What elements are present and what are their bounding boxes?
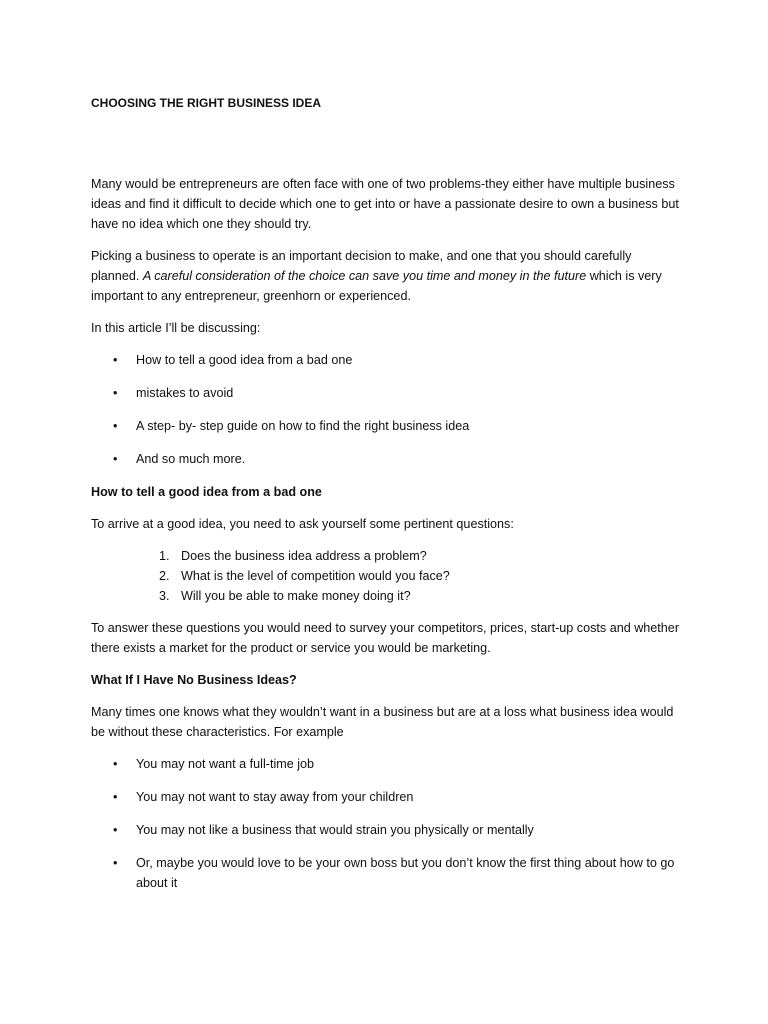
list-item	[91, 820, 681, 840]
examples-list	[91, 754, 681, 893]
document-body	[91, 95, 681, 906]
list-item-text: And so much more.	[136, 452, 246, 466]
list-item	[91, 383, 681, 403]
section-heading-no-ideas: What If I Have No Business Ideas?	[91, 673, 297, 687]
numbered-item	[91, 566, 681, 586]
numbered-item-text: Will you be able to make money doing it?	[181, 589, 411, 603]
list-item	[91, 787, 681, 807]
numbered-item	[91, 546, 681, 566]
bullet-icon: •	[113, 452, 118, 466]
decision-paragraph-italic: A careful consideration of the choice can save you time and money in the future	[142, 269, 587, 283]
questions-list	[91, 546, 681, 606]
list-item	[91, 416, 681, 436]
item-number: 1.	[159, 549, 170, 563]
list-item	[91, 449, 681, 469]
list-item-text: mistakes to avoid	[136, 386, 234, 400]
bullet-icon: •	[113, 419, 118, 433]
item-number: 3.	[159, 589, 170, 603]
list-item	[91, 350, 681, 370]
bullet-icon: •	[113, 856, 118, 870]
decision-paragraph-text-2: which is very important to any entrepreneur, greenhorn or experienced.	[91, 269, 662, 303]
numbered-item-text: Does the business idea address a problem?	[181, 549, 427, 563]
list-item	[91, 754, 681, 774]
questions-intro: To arrive at a good idea, you need to ask yourself some pertinent questions:	[91, 517, 514, 531]
list-item-text: You may not want a full-time job	[136, 757, 315, 771]
document-title: CHOOSING THE RIGHT BUSINESS IDEA	[91, 96, 322, 110]
bullet-icon: •	[113, 790, 118, 804]
bullet-icon: •	[113, 823, 118, 837]
list-item	[91, 853, 681, 893]
list-item-text: You may not want to stay away from your children	[136, 790, 414, 804]
survey-paragraph: To answer these questions you would need to survey your competitors, prices, start-up costs and whether there exists a market for the product or service you would be marketing.	[91, 621, 680, 655]
bullet-icon: •	[113, 757, 118, 771]
bullet-icon: •	[113, 386, 118, 400]
discussing-list	[91, 350, 681, 469]
discussing-intro: In this article I’ll be discussing:	[91, 321, 261, 335]
intro-paragraph: Many would be entrepreneurs are often face with one of two problems-they either have multiple business ideas and find it difficult to decide which one to get into or have a passionate desire to own a business but have no idea which one they should try.	[91, 177, 679, 231]
bullet-icon: •	[113, 353, 118, 367]
numbered-item-text: What is the level of competition would you face?	[181, 569, 450, 583]
list-item-text: You may not like a business that would strain you physically or mentally	[136, 823, 534, 837]
no-ideas-intro: Many times one knows what they wouldn’t want in a business but are at a loss what business idea would be without these characteristics. For example	[91, 705, 674, 739]
numbered-item	[91, 586, 681, 606]
decision-paragraph	[91, 246, 681, 306]
list-item-text: Or, maybe you would love to be your own boss but you don’t know the first thing about how to go about it	[136, 856, 675, 890]
decision-paragraph-text-1: Picking a business to operate is an important decision to make, and one that you should carefully planned.	[91, 249, 632, 283]
list-item-text: How to tell a good idea from a bad one	[136, 353, 353, 367]
item-number: 2.	[159, 569, 170, 583]
list-item-text: A step- by- step guide on how to find the right business idea	[136, 419, 470, 433]
section-heading-good-idea: How to tell a good idea from a bad one	[91, 485, 322, 499]
